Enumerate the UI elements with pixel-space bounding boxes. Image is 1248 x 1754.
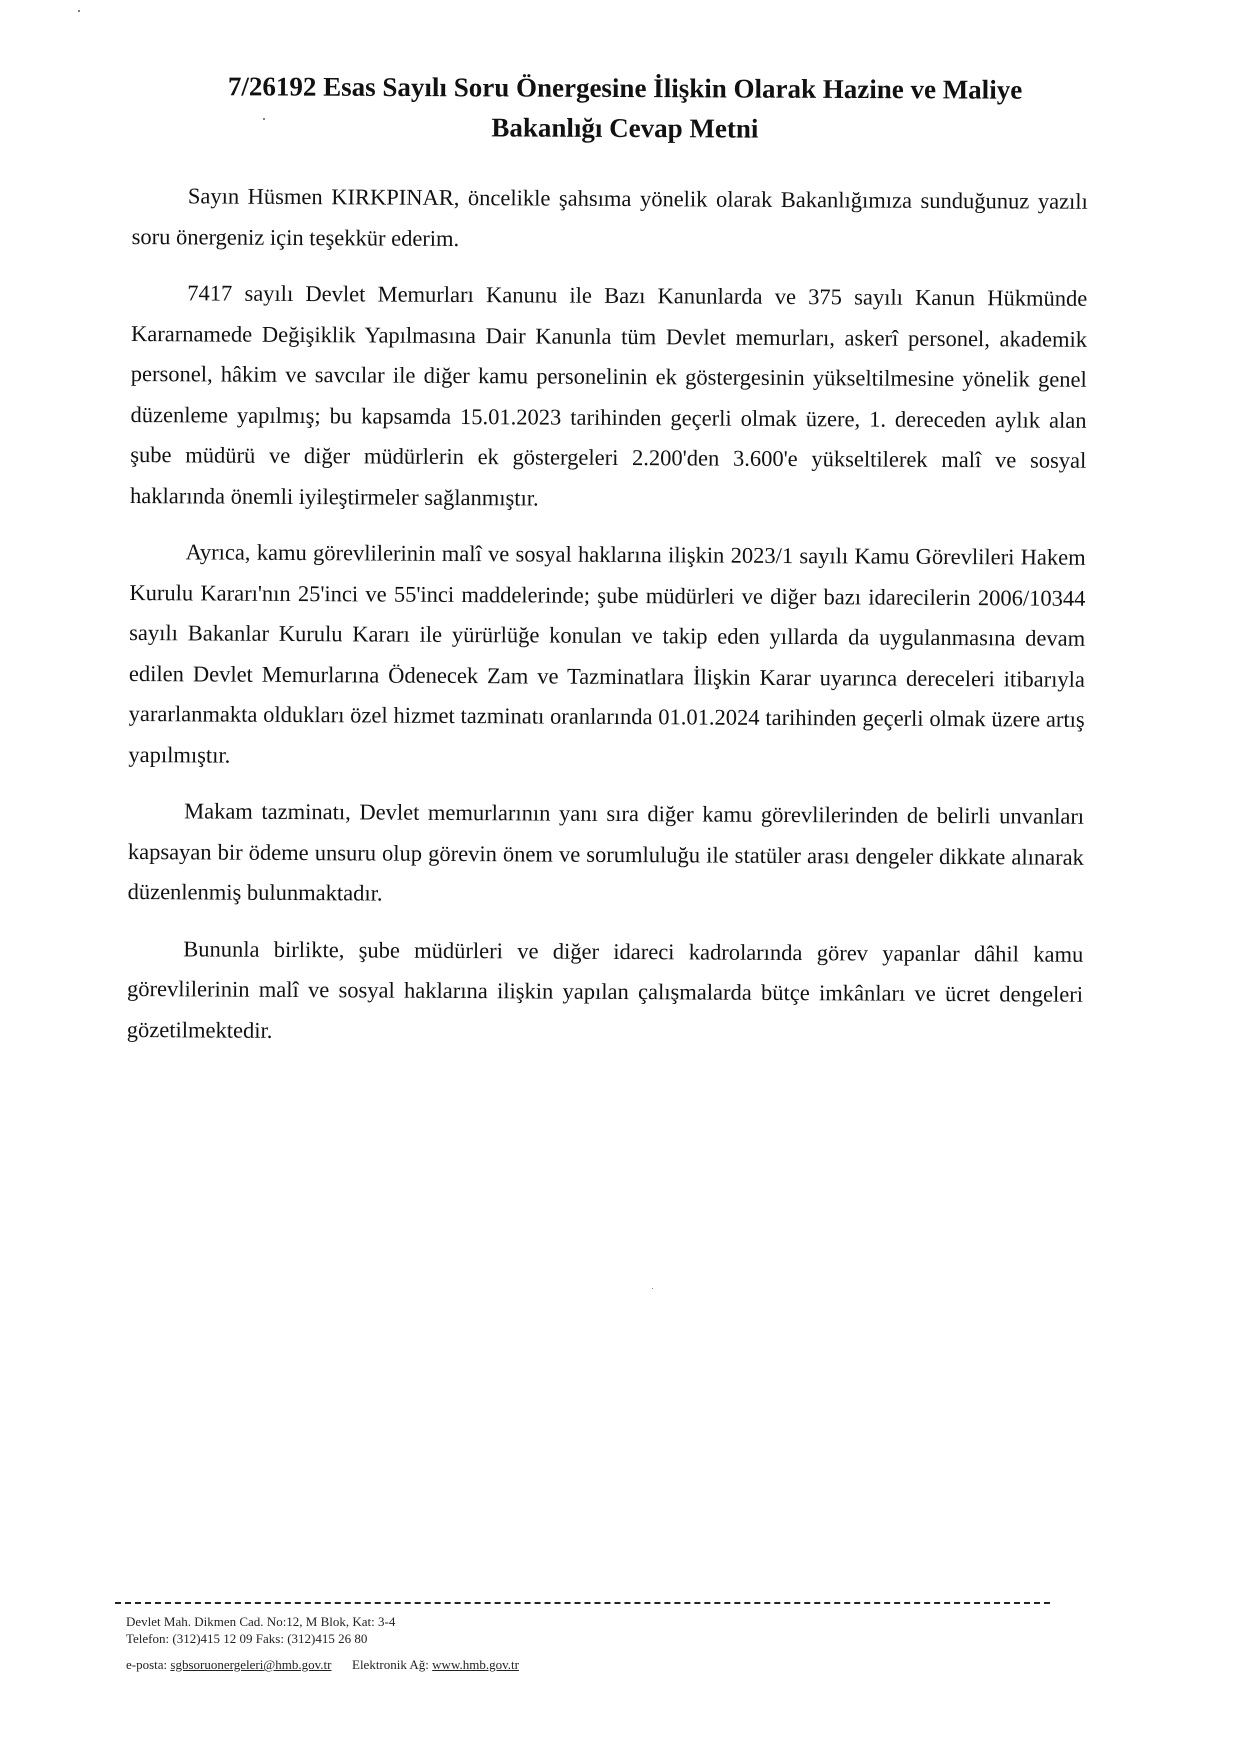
title-line-1: 7/26192 Esas Sayılı Soru Önergesine İlişkin Olarak Hazine ve Maliye [227,71,1023,105]
footer-links-row [126,1656,519,1673]
paragraph-law-7417: 7417 sayılı Devlet Memurları Kanunu ile Bazı Kanunlarda ve 375 sayılı Kanun Hükmünde Kararnamede Değişiklik Yapılmasına Dair Kanunla tüm Devlet memurları, askerî personel, akademik personel, hâkim ve savcılar ile diğer kamu personelinin ek göstergesinin yükseltilmesine yönelik genel düzenleme yapılmış; bu kapsamda 15.01.2023 tarihinden geçerli olmak üzere, 1. dereceden aylık alan şube müdürü ve diğer müdürlerin ek göstergeleri 2.200'den 3.600'e yükseltilerek malî ve sosyal haklarında önemli iyileştirmeler sağlanmıştır. [129,280,1088,510]
scan-speck [78,10,80,12]
email-label: e-posta: [126,1657,168,1672]
web-label: Elektronik Ağ: [352,1657,429,1672]
scan-speck [652,1288,653,1289]
footer-phone: Telefon: (312)415 12 09 Faks: (312)415 26 80 [126,1631,368,1646]
title-line-2: Bakanlığı Cevap Metni [491,112,759,144]
paragraph-hakem-kurulu: Ayrıca, kamu görevlilerinin malî ve sosyal haklarına ilişkin 2023/1 sayılı Kamu Görevlileri Hakem Kurulu Kararı'nın 25'inci ve 55'inci maddelerinde; şube müdürleri ve diğer bazı idarecilerin 2006/10344 sayılı Bakanlar Kurulu Kararı ile yürürlüğe konulan ve takip eden yıllarda da uygulanmasına devam edilen Devlet Memurlarına Ödenecek Zam ve Tazminatlara İlişkin Karar uyarınca dereceleri itibarıyla yararlanmakta oldukları özel hizmet tazminatı oranlarında 01.01.2024 tarihinden geçerli olmak üzere artış yapılmıştır. [128,539,1086,768]
footer-contact [126,1613,519,1673]
document-title [150,66,1100,150]
web-link[interactable]: www.hmb.gov.tr [432,1657,519,1672]
paragraph-greeting: Sayın Hüsmen KIRKPINAR, öncelikle şahsıma yönelik olarak Bakanlığımıza sunduğunuz yazılı soru önergeniz için teşekkür ederim. [131,183,1088,251]
email-link[interactable]: sgbsoruonergeleri@hmb.gov.tr [170,1657,332,1672]
footer-divider [115,1602,1050,1604]
paragraph-makam-tazminati: Makam tazminatı, Devlet memurlarının yanı sıra diğer kamu görevlilerinden de belirli unvanları kapsayan bir ödeme unsuru olup görevin önem ve sorumluluğu ile statüler arası dengeler dikkate alınarak düzenlenmiş bulunmaktadır. [127,798,1085,906]
document-body [127,176,1088,1072]
paragraph-closing: Bununla birlikte, şube müdürleri ve diğer idareci kadrolarında görev yapanlar dâhil kamu görevlilerinin malî ve sosyal haklarına ilişkin yapılan çalışmalarda bütçe imkânları ve ücret dengeleri gözetilmektedir. [126,935,1084,1043]
footer-address: Devlet Mah. Dikmen Cad. No:12, M Blok, Kat: 3-4 [126,1614,396,1629]
